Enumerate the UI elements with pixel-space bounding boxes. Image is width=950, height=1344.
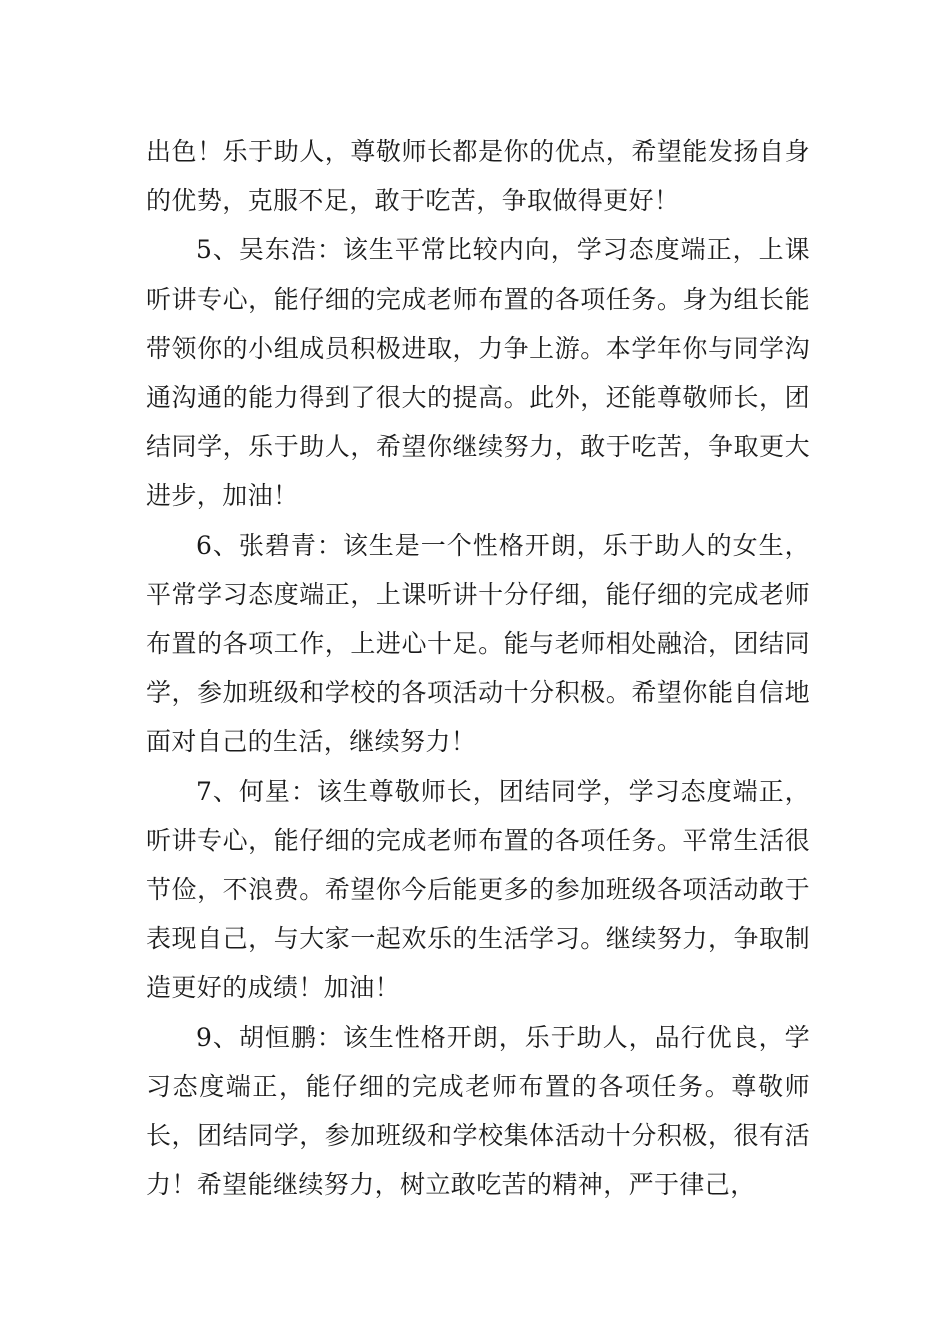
paragraph-item-7: 7、何星：该生尊敬师长，团结同学，学习态度端正，听讲专心，能仔细的完成老师布置的各项任务。平常生活很节俭，不浪费。希望你今后能更多的参加班级各项活动敢于表现自己，与大家一起欢乐的生活学习。继续努力，争取制造更好的成绩！加油！ [146, 776, 810, 1003]
paragraph-item-9: 9、胡恒鹏：该生性格开朗，乐于助人，品行优良，学习态度端正，能仔细的完成老师布置的各项任务。尊敬师长，团结同学，参加班级和学校集体活动十分积极，很有活力！希望能继续努力，树立敢吃苦的精神，严于律己， [146, 1022, 810, 1200]
document-body [146, 127, 810, 1209]
paragraph-item-6: 6、张碧青：该生是一个性格开朗，乐于助人的女生，平常学习态度端正，上课听讲十分仔细，能仔细的完成老师布置的各项工作，上进心十足。能与老师相处融洽，团结同学，参加班级和学校的各项活动十分积极。希望你能自信地面对自己的生活，继续努力！ [146, 530, 810, 757]
paragraph-continued: 出色！乐于助人，尊敬师长都是你的优点，希望能发扬自身的优势，克服不足，敢于吃苦，争取做得更好！ [146, 137, 810, 216]
paragraph-item-5: 5、吴东浩：该生平常比较内向，学习态度端正，上课听讲专心，能仔细的完成老师布置的各项任务。身为组长能带领你的小组成员积极进取，力争上游。本学年你与同学沟通沟通的能力得到了很大的提高。此外，还能尊敬师长，团结同学，乐于助人，希望你继续努力，敢于吃苦，争取更大进步，加油！ [146, 235, 810, 511]
